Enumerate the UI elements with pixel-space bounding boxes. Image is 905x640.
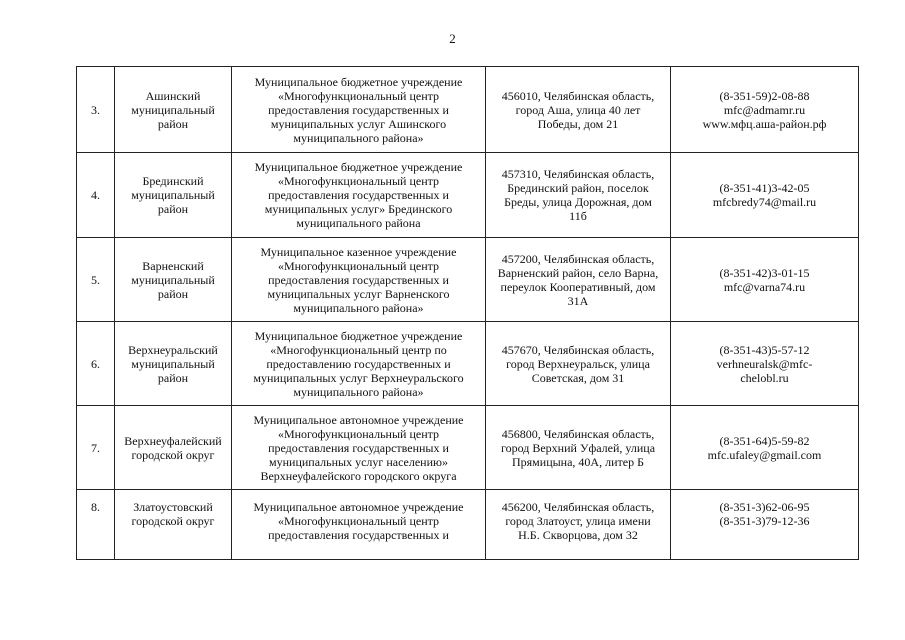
table-row [77, 322, 859, 406]
district-cell: Верхнеуральский муниципальный район [115, 322, 232, 406]
table-row [77, 153, 859, 238]
contacts-cell [671, 238, 859, 322]
contacts-cell [671, 406, 859, 490]
address-cell: 457310, Челябинская область, Брединский район, поселок Бреды, улица Дорожная, дом 11б [486, 153, 671, 238]
address-cell: 456010, Челябинская область, город Аша, улица 40 лет Победы, дом 21 [486, 67, 671, 153]
contacts-cell [671, 67, 859, 153]
table-row [77, 238, 859, 322]
organization-cell: Муниципальное автономное учреждение «Многофункциональный центр предоставления государственных и муниципальных услуг населению» Верхнеуфалейского городского округа [232, 406, 486, 490]
district-cell: Верхнеуфалейский городской округ [115, 406, 232, 490]
phone: (8-351-59)2-08-88 [719, 88, 810, 103]
phone: (8-351-41)3-42-05 [719, 181, 810, 195]
table-row [77, 406, 859, 490]
contacts-cell [671, 322, 859, 406]
email: mfc@admamr.ru [723, 102, 806, 117]
address-cell: 457670, Челябинская область, город Верхнеуральск, улица Советская, дом 31 [486, 322, 671, 406]
district-cell: Варненский муниципальный район [115, 238, 232, 322]
address-cell: 456200, Челябинская область, город Златоуст, улица имени Н.Б. Скворцова, дом 32 [486, 490, 671, 560]
phone: (8-351-42)3-01-15 [719, 265, 810, 280]
organization-cell: Муниципальное бюджетное учреждение «Многофункциональный центр предоставления государственных и муниципальных услуг» Брединского муниципального района [232, 153, 486, 238]
address-cell: 456800, Челябинская область, город Верхний Уфалей, улица Прямицына, 40А, литер Б [486, 406, 671, 490]
phone: (8-351-3)62-06-95 [719, 500, 810, 514]
email: verhneuralsk@mfc- [716, 356, 813, 371]
phone: (8-351-64)5-59-82 [719, 433, 810, 448]
email: mfcbredy74@mail.ru [712, 195, 817, 209]
website: www.мфц.аша-район.рф [702, 116, 827, 131]
table-row [77, 490, 859, 560]
organization-cell: Муниципальное бюджетное учреждение «Многофункциональный центр по предоставлению государственных и муниципальных услуг Верхнеуральского муниципального района» [232, 322, 486, 406]
organization-cell: Муниципальное казенное учреждение «Многофункциональный центр предоставления государственных и муниципальных услуг Варненского муниципального района» [232, 238, 486, 322]
district-cell: Брединский муниципальный район [115, 153, 232, 238]
row-number-cell: 4. [77, 153, 115, 238]
contacts-cell [671, 490, 859, 560]
organization-cell: Муниципальное бюджетное учреждение «Многофункциональный центр предоставления государственных и муниципальных услуг Ашинского муниципального района» [232, 67, 486, 153]
row-number-cell: 8. [77, 490, 115, 560]
email: chelobl.ru [740, 370, 789, 385]
row-number-cell: 5. [77, 238, 115, 322]
district-cell: Златоустовский городской округ [115, 490, 232, 560]
row-number-cell: 3. [77, 67, 115, 153]
row-number-cell: 7. [77, 406, 115, 490]
mfc-registry-table [76, 66, 859, 560]
table-row [77, 67, 859, 153]
district-cell: Ашинский муниципальный район [115, 67, 232, 153]
page-number: 2 [449, 31, 456, 46]
row-number-cell: 6. [77, 322, 115, 406]
email: mfc.ufaley@gmail.com [707, 447, 822, 462]
address-cell: 457200, Челябинская область, Варненский район, село Варна, переулок Кооперативный, дом 31А [486, 238, 671, 322]
organization-cell: Муниципальное автономное учреждение «Многофункциональный центр предоставления государственных и [232, 490, 486, 560]
phone: (8-351-3)79-12-36 [719, 514, 810, 528]
phone: (8-351-43)5-57-12 [719, 342, 810, 357]
email: mfc@varna74.ru [723, 279, 806, 294]
contacts-cell [671, 153, 859, 238]
